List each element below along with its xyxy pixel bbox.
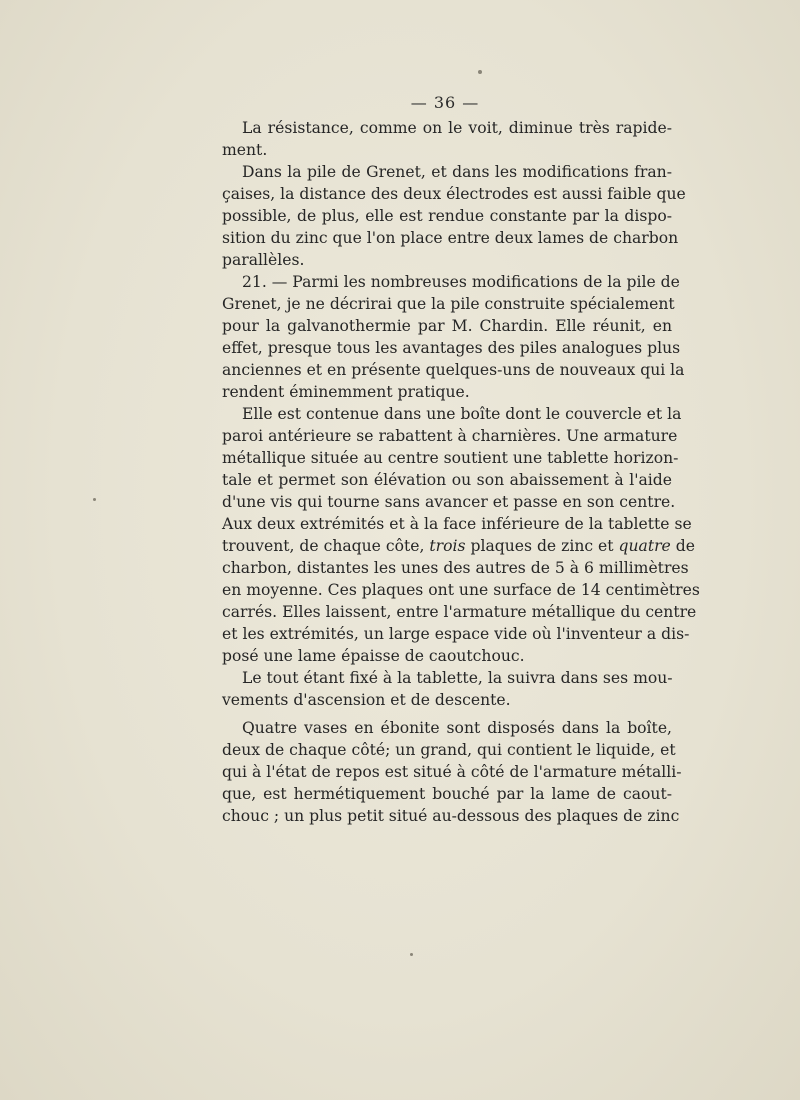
text-line: vements d'ascension et de descente.: [222, 691, 511, 709]
text-line: en moyenne. Ces plaques ont une surface de 14 centimètres: [222, 581, 700, 599]
ink-speck: [410, 953, 413, 956]
text-line: trouvent, de chaque côte, trois plaques de zinc et quatre de: [222, 537, 695, 555]
text-line: rendent éminemment pratique.: [222, 383, 470, 401]
text-line: anciennes et en présente quelques-uns de nouveaux qui la: [222, 361, 685, 379]
page-number: — 36 —: [410, 93, 480, 112]
text-line: pour la galvanothermie par M. Chardin. Elle réunit, en: [222, 317, 672, 335]
ink-speck: [93, 498, 96, 501]
text-line: Aux deux extrémités et à la face inférieure de la tablette se: [222, 515, 692, 533]
paragraph: [222, 403, 700, 667]
text-line: métallique située au centre soutient une tablette horizon-: [222, 449, 679, 467]
text-line: Le tout étant fixé à la tablette, la suivra dans ses mou-: [242, 669, 673, 687]
text-line: possible, de plus, elle est rendue constante par la dispo-: [222, 207, 672, 225]
text-line: et les extrémités, un large espace vide où l'inventeur a dis-: [222, 625, 690, 643]
paragraph: [222, 717, 682, 827]
text-line: effet, presque tous les avantages des piles analogues plus: [222, 339, 681, 357]
text-line: charbon, distantes les unes des autres de 5 à 6 millimètres: [222, 559, 689, 577]
text-line: d'une vis qui tourne sans avancer et passe en son centre.: [222, 493, 676, 511]
text-line: qui à l'état de repos est situé à côté de l'armature métalli-: [222, 763, 682, 781]
text-line: tale et permet son élévation ou son abaissement à l'aide: [222, 471, 672, 489]
text-line: paroi antérieure se rabattent à charnières. Une armature: [222, 427, 678, 445]
text-line: posé une lame épaisse de caoutchouc.: [222, 647, 525, 665]
text-line: 21. — Parmi les nombreuses modifications de la pile de: [242, 273, 680, 291]
text-line: ment.: [222, 141, 268, 159]
text-line: sition du zinc que l'on place entre deux lames de charbon: [222, 229, 679, 247]
text-line: Dans la pile de Grenet, et dans les modifications fran-: [242, 163, 672, 181]
text-line: carrés. Elles laissent, entre l'armature métallique du centre: [222, 603, 697, 621]
paragraph: [222, 117, 672, 161]
paragraph: [222, 161, 686, 271]
text-line: Quatre vases en ébonite sont disposés dans la boîte,: [242, 719, 672, 737]
text-line: Elle est contenue dans une boîte dont le couvercle et la: [242, 405, 682, 423]
emphasized-word: trois: [429, 537, 466, 555]
text-line: que, est hermétiquement bouché par la lame de caout-: [222, 785, 672, 803]
paragraph: [222, 271, 685, 403]
text-line: deux de chaque côté; un grand, qui contient le liquide, et: [222, 741, 676, 759]
ink-speck: [478, 70, 482, 74]
paragraph: [222, 667, 672, 711]
text-line: La résistance, comme on le voit, diminue très rapide-: [242, 119, 672, 137]
text-line: Grenet, je ne décrirai que la pile construite spécialement: [222, 295, 675, 313]
body-text: [222, 117, 700, 827]
text-line: çaises, la distance des deux électrodes est aussi faible que: [222, 185, 686, 203]
text-line: chouc ; un plus petit situé au-dessous des plaques de zinc: [222, 807, 680, 825]
emphasized-word: quatre: [618, 537, 671, 555]
text-line: parallèles.: [222, 251, 305, 269]
